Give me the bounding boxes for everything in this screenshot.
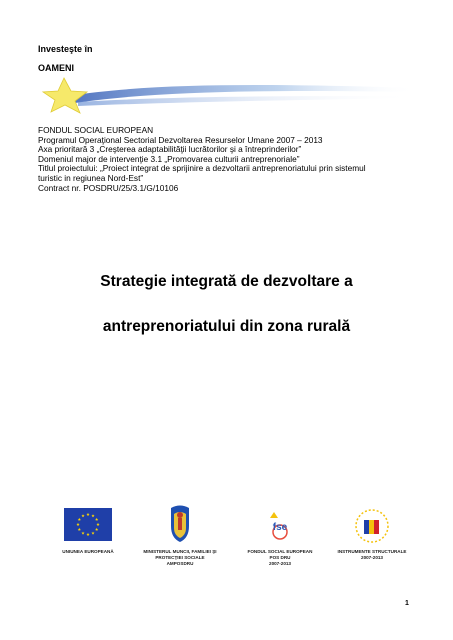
document-title-line-1: Strategie integrată de dezvoltare a bbox=[100, 273, 353, 290]
star-banner-graphic bbox=[38, 74, 418, 114]
fund-name: FONDUL SOCIAL EUROPEAN bbox=[38, 125, 154, 135]
eu-flag-logo bbox=[64, 508, 112, 541]
fse-caption: FONDUL SOCIAL EUROPEAN POS DRU 2007-2013 bbox=[247, 549, 313, 566]
structural-instruments-caption: INSTRUMENTE STRUCTURALE 2007-2013 bbox=[337, 549, 407, 560]
intervention-domain: Domeniul major de intervenţie 3.1 „Promovarea culturii antreprenoriale” bbox=[38, 153, 300, 164]
structural-instruments-logo bbox=[354, 508, 390, 544]
project-title-line-1: Titlul proiectului: „Proiect integrat de sprijinire a dezvoltarii antreprenoriatului prin sistemul bbox=[38, 163, 366, 174]
ministry-caption: MINISTERUL MUNCII, FAMILIEI ŞI PROTECŢIEI SOCIALE AMPOSDRU bbox=[143, 549, 217, 566]
slogan-line-1: Investeşte în bbox=[38, 44, 93, 54]
eu-caption: UNIUNEA EUROPEANĂ bbox=[62, 549, 114, 554]
program-info-block bbox=[38, 126, 418, 193]
fse-logo bbox=[264, 510, 296, 542]
priority-axis: Axa prioritară 3 „Creşterea adaptabilităţii lucrătorilor şi a întreprinderilor” bbox=[38, 144, 302, 155]
document-title-line-2: antreprenoriatului din zona rurală bbox=[102, 318, 351, 335]
fse-logo-text: fse bbox=[272, 522, 288, 533]
program-name: Programul Operaţional Sectorial Dezvoltarea Resurselor Umane 2007 – 2013 bbox=[38, 134, 323, 145]
project-title-line-2: turistic in regiunea Nord-Est” bbox=[38, 172, 144, 183]
romania-coat-of-arms-logo bbox=[167, 504, 193, 544]
slogan-line-2: OAMENI bbox=[38, 63, 74, 73]
contract-number: Contract nr. POSDRU/25/3.1/G/10106 bbox=[38, 182, 179, 193]
star-icon bbox=[43, 78, 87, 113]
page-number: 1 bbox=[405, 600, 409, 607]
